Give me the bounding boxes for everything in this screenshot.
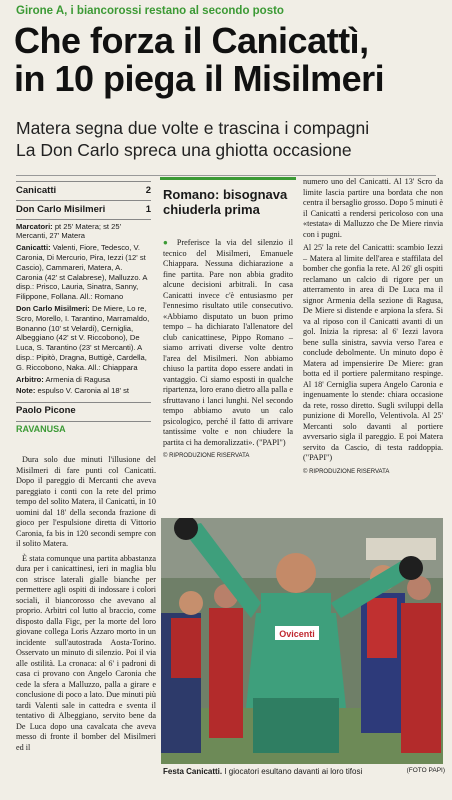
match-summary xyxy=(16,181,151,435)
copyright-note: © RIPRODUZIONE RISERVATA xyxy=(303,468,390,475)
lineup-entry xyxy=(16,304,151,373)
photo-credit: (FOTO PAPI) xyxy=(406,767,445,774)
headline xyxy=(14,22,444,98)
lineup-text: pt 25' Matera; st 25' Mercanti, 27' Matera xyxy=(16,221,122,241)
lineup-text: De Miere, Lo re, Scro, Morello, I. Tarantino, Marramaldo, Bonanno (10' st Velardi), Cerniglia, Albeggiano (42' st V. Riccobono), De Luca, S. Tarantino (23' st Mercanti). A disp.: Pipitò, Dragna, Buttigè, Cardella, G. Riccobono, Naka. All.: Chiappara xyxy=(16,303,150,372)
paragraph: Dura solo due minuti l'illusione del Misilmeri di fare punti col Canicattì. Dopo il pareggio di Mercanti che aveva pareggiato i conti con la rete del primo tempo del solito Matera, il Canicattì, in 10 uomini dal 18' della seconda frazione di gioco per l'espulsione diretta di Vittorio Caronia, fa bis in 120 secondi sempre con il solito Matera. xyxy=(16,455,156,548)
paragraph: Al 25' la rete del Canicatti: scambio Iezzi – Matera al limite dell'area e staffilata del bomber che gonfia la rete. Al 26' gli ospiti reclamano un calcio di rigore per un atterramento in area di De Luca ma il signor Armenia della sezione di Ragusa, De Miere si distende e arpiona la sfera. Si va al riposo con il Canicatti avanti di un gol. Inizia la ripresa: al 6' Iezzi lavora bene sulla sinistra, savvia verso l'area e conclude debolmente. Un minuto dopo è Matera ad impensierire De Miere: gran botta ed il portiere palermitano respinge. Al 18' Cerniglia supera Angelo Caronia e ingenuamente lo stende: chiara occasione da rete, rosso diretto. Sugli sviluppi della punizione di Morello, Velentivola. Al 25' Mercanti solo davanti al portiere avversario sigla il pareggio. E poi Matera servito da Cascio, di testa raddoppia. ("PAPI") xyxy=(303,243,443,462)
caption-lead: Festa Canicatti. xyxy=(163,767,223,776)
paragraph: numero uno del Canicatti. Al 13' Scro da limite lascia partire una bordata che non centra il bersaglio grosso. Dopo 5 minuti è il Canicattì a rendersi pericoloso con una «testata» di Malluzzo che De Miere rinvia con i pugni. xyxy=(303,177,443,239)
lineup-label: Note: xyxy=(16,386,36,396)
author: Paolo Picone xyxy=(16,402,151,416)
divider xyxy=(16,175,436,176)
team-score: 2 xyxy=(145,185,151,196)
celebration-photo xyxy=(161,518,443,764)
deck-line-2: La Don Carlo spreca una ghiotta occasione xyxy=(16,140,352,160)
lineup-text: Valenti, Fiore, Tedesco, V. Caronia, Di Mercurio, Pira, Iezzi (12' st Cascio), Cammarerі, Matera, A. Caronia (42' st Calabrese), Malluzzo. A disp.: Prisco, Lauria, Sinatra, Sanny, Filippone, Follana. All.: Romano xyxy=(16,243,148,302)
caption-text: I giocatori esultano davanti ai loro tifosi xyxy=(222,767,363,776)
article-body-left xyxy=(16,455,156,757)
headline-line-2: in 10 piega il Misilmeri xyxy=(14,58,385,99)
team-name: Don Carlo Misilmeri xyxy=(16,203,106,215)
photo-illustration xyxy=(161,518,443,764)
dateline: RAVANUSA xyxy=(16,421,151,435)
headline-line-1: Che forza il Canicattì, xyxy=(14,20,369,61)
bullet-icon: ● xyxy=(163,238,177,247)
lineup-entry xyxy=(16,386,151,396)
paragraph: È stata comunque una partita abbastanza dura per i canicattinesi, ieri in maglia blu con strisce laterali gialle bianche per permettere agli ospiti di indossare i colori sociali, il biancorosso che avevano al proprio. Arbitri col lutto al braccio, come disposto dalla Figc, per la morte del loro giovane collega Loris Azzaro morto in un incidente sull'autostrada Aosta-Torino. Osservato un minuto di silenzio. Poi il via alle ostilità. La cronaca: al 6' i padroni di casa ci provano con Angelo Caronia che cede la sfera a Malluzzo, palla a girare e conclusione di poco a lato. Due minuti più tardi Valenti sale in cattedra e sventa il tentativo di Albeggiano, servito bene da De Luca dopo una cavalcata che aveva messo di fronte il bomber del Misilmeri ed il xyxy=(16,553,156,752)
kicker: Girone A, i biancorossi restano al secondo posto xyxy=(16,5,284,17)
lineup-entry xyxy=(16,222,151,242)
article-body-right xyxy=(303,177,443,477)
score-row xyxy=(16,201,151,220)
team-score: 1 xyxy=(145,203,151,215)
photo-caption xyxy=(163,767,445,776)
lineup-label: Arbitro: xyxy=(16,374,44,384)
score-row xyxy=(16,181,151,201)
lineup-entry xyxy=(16,375,151,385)
lineup-label: Canicatti: xyxy=(16,243,51,253)
lineup-text: espulso V. Caronia al 18' st xyxy=(35,386,130,396)
team-name: Canicatti xyxy=(16,185,57,196)
sidebar-body xyxy=(163,238,293,462)
lineup-label: Don Carlo Misilmeri: xyxy=(16,303,90,313)
copyright-note: © RIPRODUZIONE RISERVATA xyxy=(163,453,250,459)
lineup-text: Armenia di Ragusa xyxy=(43,374,111,384)
lineups xyxy=(16,222,151,397)
deck-line-1: Matera segna due volte e trascina i compagni xyxy=(16,118,370,138)
lineup-label: Marcatori: xyxy=(16,221,53,231)
sidebar-paragraph xyxy=(163,238,293,448)
lineup-entry xyxy=(16,243,151,302)
sidebar-text: Preferisce la via del silenzio il tecnico del Misilmeri, Emanuele Chiappara. Nessuna dichiarazione a fine partita. Pare non abbia gradito alcune decisioni arbitrali. In casa Canicatti invece c'è entusiasmo per l'ennesimo risultato utile consecutivo. «Abbiamo disputato un buon primo tempo – ha dichiarato l'allenatore del club canicattinese, Pippo Romano – siamo arrivati diverse volte dentro l'area del Misilmeri. Non abbiamo chiuso la partita dopo essere andati in vantaggio. Ci siamo esposti in qualche ripartenza, loro erano dietro alla palla e sfruttavano i lanci lunghi. Nel secondo tempo abbiamo avuto un calo psicologico, perché il fatto di arrivare tantissime volte e non chiudere la partita ci ha demoralizzati». ("PAPI") xyxy=(163,238,293,447)
sidebar-title: Romano: bisognava chiuderla prima xyxy=(163,187,288,217)
sponsor-text: Ovicenti xyxy=(279,629,315,639)
deck xyxy=(16,117,446,161)
